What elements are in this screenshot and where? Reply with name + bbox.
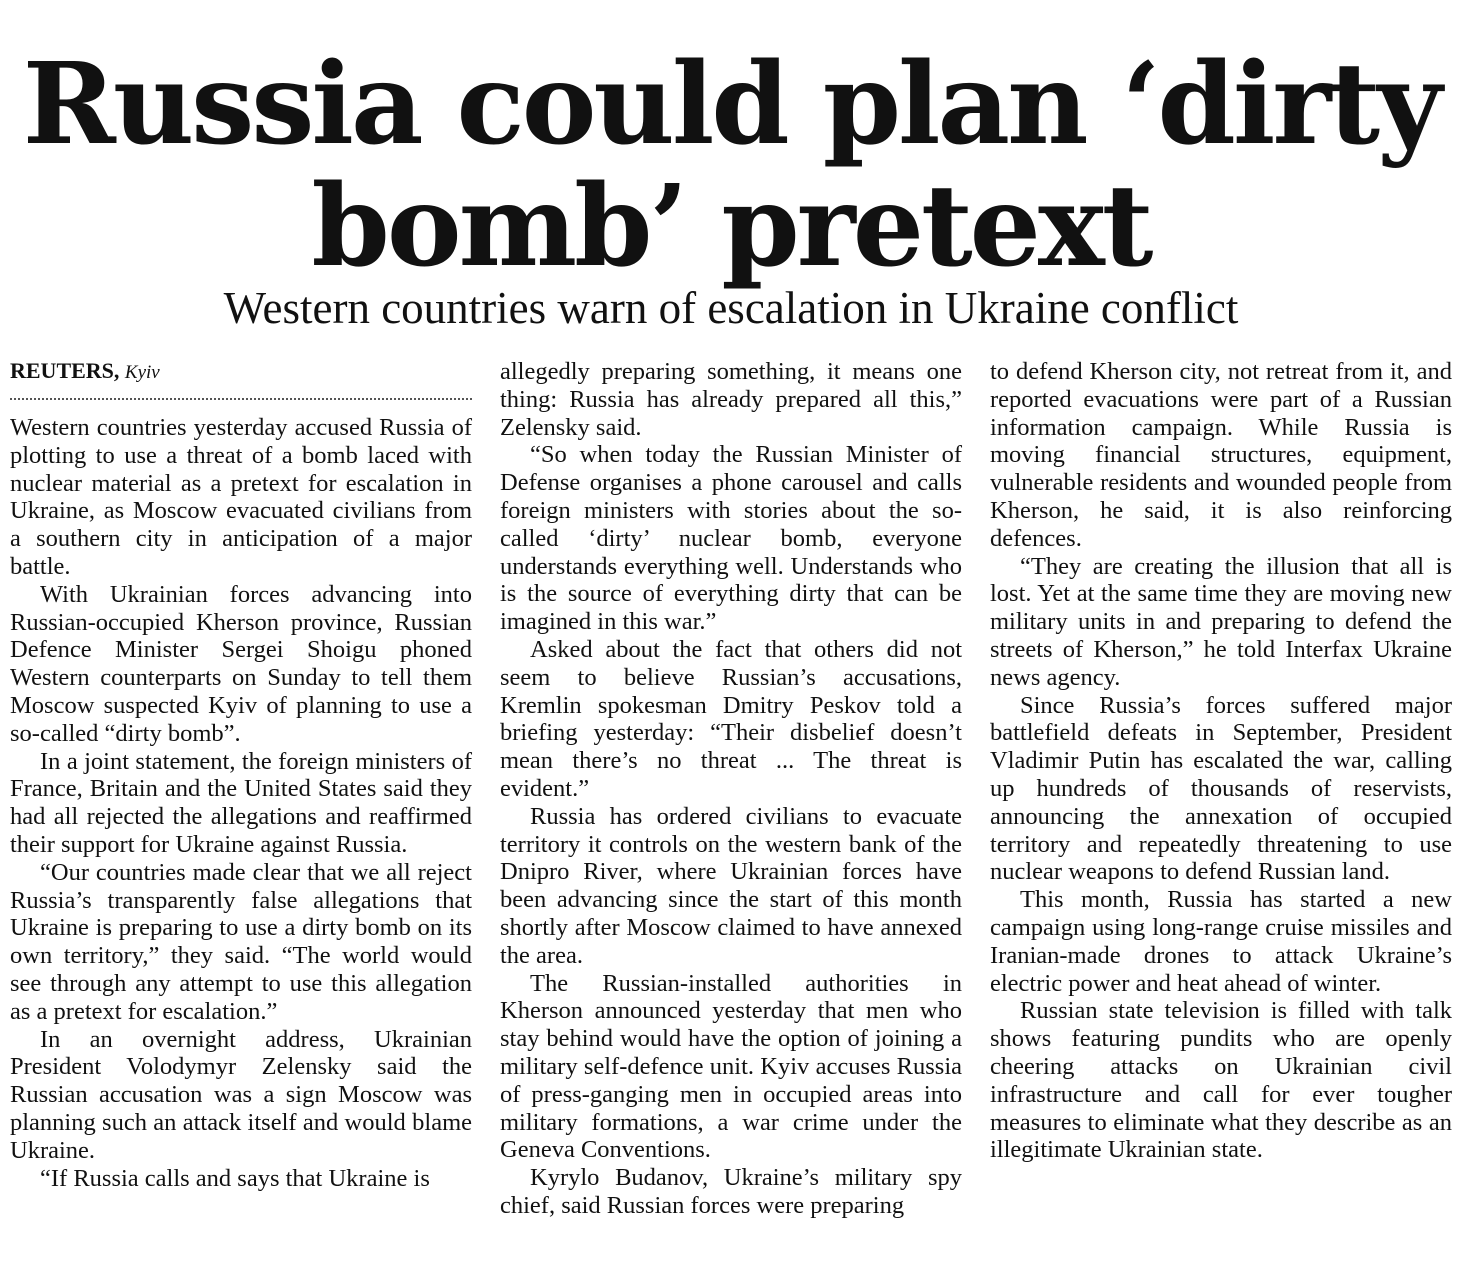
article-column-3 [990, 358, 1452, 1164]
body-paragraph: to defend Kherson city, not retreat from it, and reported evacuations were part of a Russian information campaign. While Russia is moving financial structures, equipment, vulnerable residents and wounded people from Kherson, he said, it is also reinforcing defences. [990, 358, 1452, 552]
body-paragraph: “Our countries made clear that we all reject Russia’s transparently false allegations that Ukraine is preparing to use a dirty bomb on its own territory,” they said. “The world would see through any attempt to use this allegation as a pretext for escalation.” [10, 858, 472, 1025]
byline-agency: REUTERS, [10, 358, 120, 383]
body-paragraph: “They are creating the illusion that all is lost. Yet at the same time they are moving new military units in and preparing to defend the streets of Kherson,” he told Interfax Ukraine news agency. [990, 552, 1452, 691]
body-paragraph: allegedly preparing something, it means one thing: Russia has already prepared all this,” Zelensky said. [500, 358, 962, 441]
body-paragraph: Russia has ordered civilians to evacuate territory it controls on the western bank of the Dnipro River, where Ukrainian forces have been advancing since the start of this month shortly after Moscow claimed to have annexed the area. [500, 802, 962, 969]
byline [10, 358, 472, 400]
body-paragraph: Asked about the fact that others did not seem to believe Russian’s accusations, Kremlin spokesman Dmitry Peskov told a briefing yesterday: “Their disbelief doesn’t mean there’s no threat ... The threat is evident.” [500, 635, 962, 802]
byline-location: Kyiv [124, 362, 160, 383]
headline: Russia could plan ‘dirty bomb’ pretext [22, 39, 1440, 292]
body-paragraph: The Russian-installed authorities in Kherson announced yesterday that men who stay behind would have the option of joining a military self-defence unit. Kyiv accuses Russia of press-ganging men in occupied areas into military formations, a war crime under the Geneva Conventions. [500, 969, 962, 1164]
article-column-1 [10, 358, 472, 1192]
body-paragraph: Since Russia’s forces suffered major battlefield defeats in September, President Vladimir Putin has escalated the war, calling up hundreds of thousands of reservists, announcing the annexation of occupied territory and repeatedly threatening to use nuclear weapons to defend Russian land. [990, 691, 1452, 886]
body-paragraph: This month, Russia has started a new campaign using long-range cruise missiles and Iranian-made drones to attack Ukraine’s electric power and heat ahead of winter. [990, 886, 1452, 997]
body-paragraph: Kyrylo Budanov, Ukraine’s military spy chief, said Russian forces were preparing [500, 1164, 962, 1219]
body-paragraph: In a joint statement, the foreign ministers of France, Britain and the United States said they had all rejected the allegations and reaffirmed their support for Ukraine against Russia. [10, 747, 472, 858]
body-paragraph: In an overnight address, Ukrainian President Volodymyr Zelensky said the Russian accusation was a sign Moscow was planning such an attack itself and would blame Ukraine. [10, 1025, 472, 1164]
article-column-2 [500, 358, 962, 1220]
body-paragraph: With Ukrainian forces advancing into Russian-occupied Kherson province, Russian Defence Minister Sergei Shoigu phoned Western counterparts on Sunday to tell them Moscow suspected Kyiv of planning to use a so-called “dirty bomb”. [10, 580, 472, 747]
body-paragraph: Western countries yesterday accused Russia of plotting to use a threat of a bomb laced with nuclear material as a pretext for escalation in Ukraine, as Moscow evacuated civilians from a southern city in anticipation of a major battle. [10, 414, 472, 580]
body-paragraph: Russian state television is filled with talk shows featuring pundits who are openly cheering attacks on Ukrainian civil infrastructure and call for ever tougher measures to eliminate what they describe as an illegitimate Ukrainian state. [990, 997, 1452, 1164]
body-paragraph: “If Russia calls and says that Ukraine is [40, 1164, 430, 1192]
subheadline: Western countries warn of escalation in Ukraine conflict [223, 283, 1239, 333]
body-paragraph: “So when today the Russian Minister of Defense organises a phone carousel and calls foreign ministers with stories about the so-called ‘dirty’ nuclear bomb, everyone understands everything well. Understands who is the source of everything dirty that can be imagined in this war.” [500, 441, 962, 636]
